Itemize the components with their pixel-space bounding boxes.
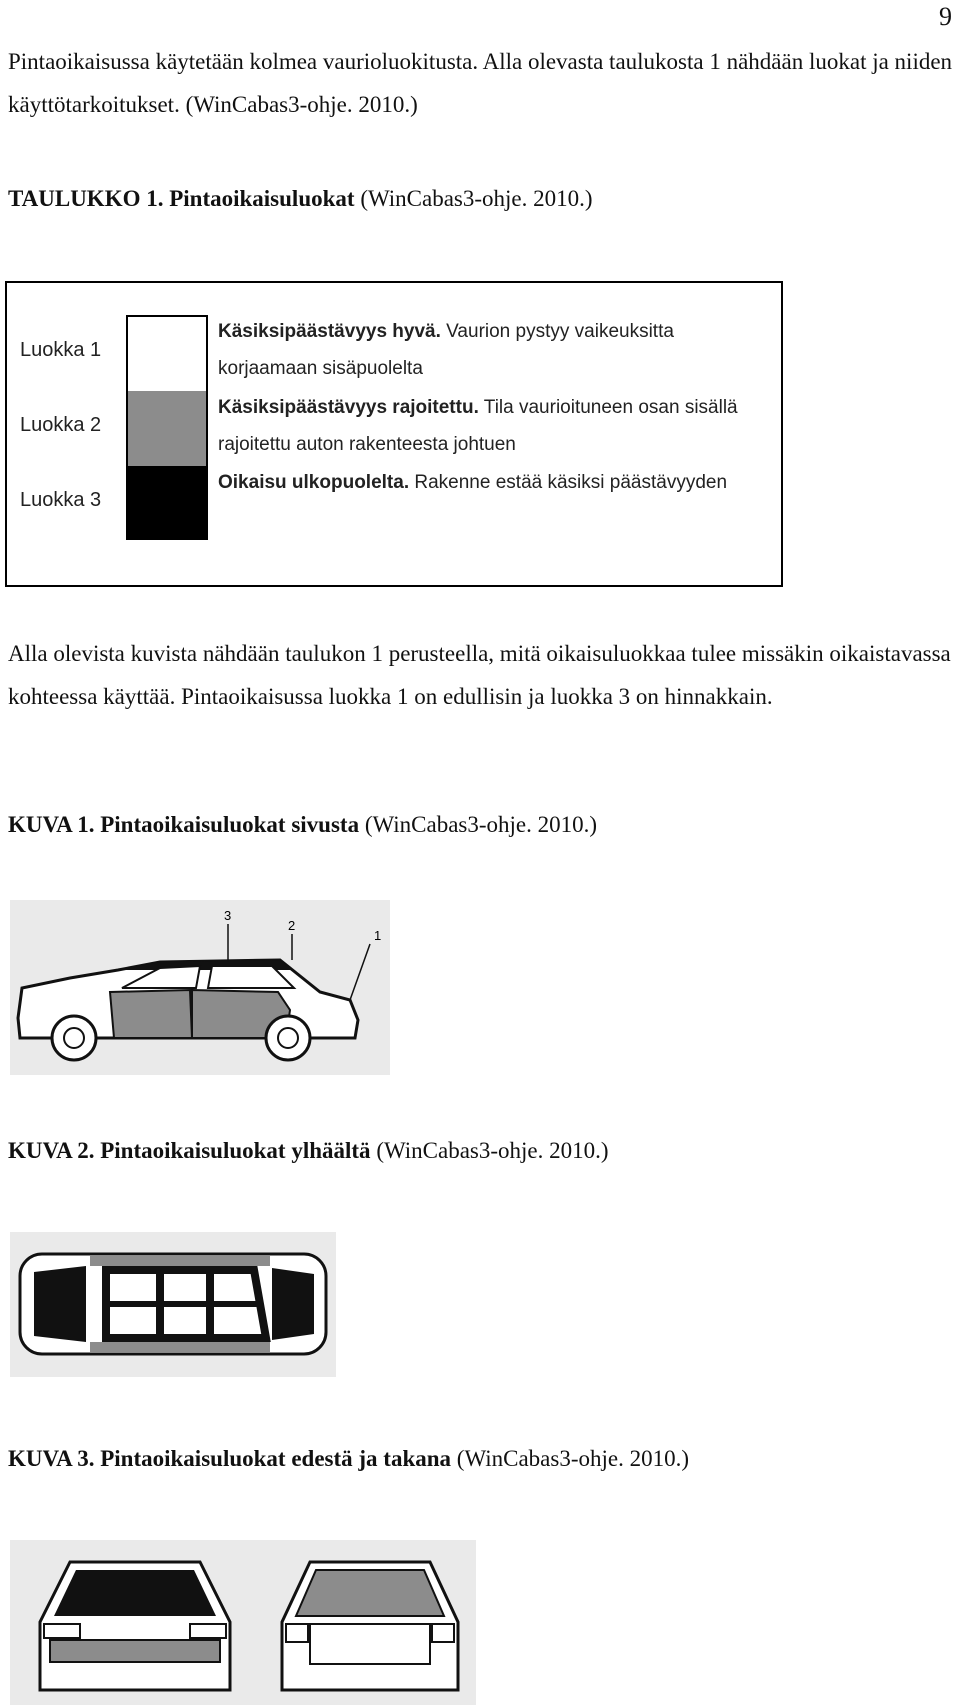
car-front-rear-drawing — [10, 1540, 476, 1705]
callout-3: 3 — [224, 908, 232, 923]
class-1-title: Käsiksipäästävyys hyvä. — [218, 321, 441, 342]
figure-2-caption — [8, 1138, 609, 1164]
figure-1-side-view — [10, 900, 390, 1075]
figure-2-top-view — [10, 1232, 336, 1377]
intro-paragraph: Pintaoikaisussa käytetään kolmea vaurioluokitusta. Alla olevasta taulukosta 1 nähdään luokat ja niiden käyttötarkoitukset. (WinCabas3-ohje. 2010.) — [8, 49, 953, 117]
class-3-description — [218, 464, 773, 501]
rear-right-lamp — [432, 1624, 454, 1642]
class-2-swatch — [128, 391, 206, 466]
figure-2-label: KUVA 2. Pintaoikaisuluokat ylhäältä — [8, 1138, 371, 1163]
callout-line-1 — [350, 944, 370, 1000]
callout-1: 1 — [374, 928, 382, 943]
figure-3-label: KUVA 3. Pintaoikaisuluokat edestä ja takana — [8, 1446, 452, 1471]
front-door-region — [110, 990, 192, 1038]
front-left-lamp — [44, 1624, 80, 1638]
class-2-description — [218, 389, 773, 463]
class-label-3: Luokka 3 — [20, 489, 102, 511]
rear-left-lamp — [286, 1624, 308, 1642]
class-1-swatch — [128, 317, 206, 391]
class-label-1: Luokka 1 — [20, 339, 102, 361]
figure-1-label: KUVA 1. Pintaoikaisuluokat sivusta — [8, 812, 360, 837]
rear-trunk-lid — [310, 1624, 430, 1664]
rear-hub — [278, 1028, 298, 1048]
class-3-text: Rakenne estää käsiksi päästävyyden — [409, 472, 728, 493]
callout-2: 2 — [288, 918, 296, 933]
front-right-lamp — [190, 1624, 226, 1638]
trunk-region — [272, 1268, 314, 1340]
class-3-swatch — [128, 466, 206, 538]
right-side-region — [90, 1342, 270, 1352]
figure-1-caption — [8, 812, 597, 838]
front-panel-region — [50, 1640, 220, 1662]
left-side-region — [90, 1256, 270, 1266]
rear-view — [282, 1562, 458, 1690]
class-label-2: Luokka 2 — [20, 414, 102, 436]
hood-region — [34, 1266, 86, 1342]
table-caption-label: TAULUKKO 1. Pintaoikaisuluokat — [8, 186, 355, 211]
body-paragraph: Alla olevista kuvista nähdään taulukon 1 perusteella, mitä oikaisuluokkaa tulee missäkin oikaistavassa kohteessa käyttää. Pintaoikaisussa luokka 1 on edullisin ja luokka 3 on hinnakkain. — [8, 641, 951, 709]
class-2-title: Käsiksipäästävyys rajoitettu. — [218, 397, 479, 418]
class-1-description — [218, 313, 773, 387]
page-number: 9 — [939, 2, 952, 31]
class-1-text: Vaurion pystyy vaikeuksitta korjaamaan sisäpuolelta — [218, 321, 674, 379]
rear-window-region — [296, 1570, 444, 1616]
class-swatch-column — [126, 315, 208, 540]
table-caption-source: (WinCabas3-ohje. 2010.) — [354, 186, 593, 211]
figure-3-caption — [8, 1446, 689, 1472]
front-hub — [64, 1028, 84, 1048]
class-3-title: Oikaisu ulkopuolelta. — [218, 472, 410, 493]
front-view — [40, 1562, 230, 1690]
figure-2-source: (WinCabas3-ohje. 2010.) — [370, 1138, 609, 1163]
car-side-drawing — [10, 900, 390, 1075]
table-caption — [8, 186, 593, 212]
figure-1-source: (WinCabas3-ohje. 2010.) — [359, 812, 598, 837]
car-top-drawing — [10, 1232, 336, 1377]
figure-3-front-rear-view — [10, 1540, 476, 1705]
class-2-text: Tila vaurioituneen osan sisällä rajoitettu auton rakenteesta johtuen — [218, 397, 738, 455]
front-windshield-region — [54, 1570, 216, 1616]
figure-3-source: (WinCabas3-ohje. 2010.) — [451, 1446, 690, 1471]
